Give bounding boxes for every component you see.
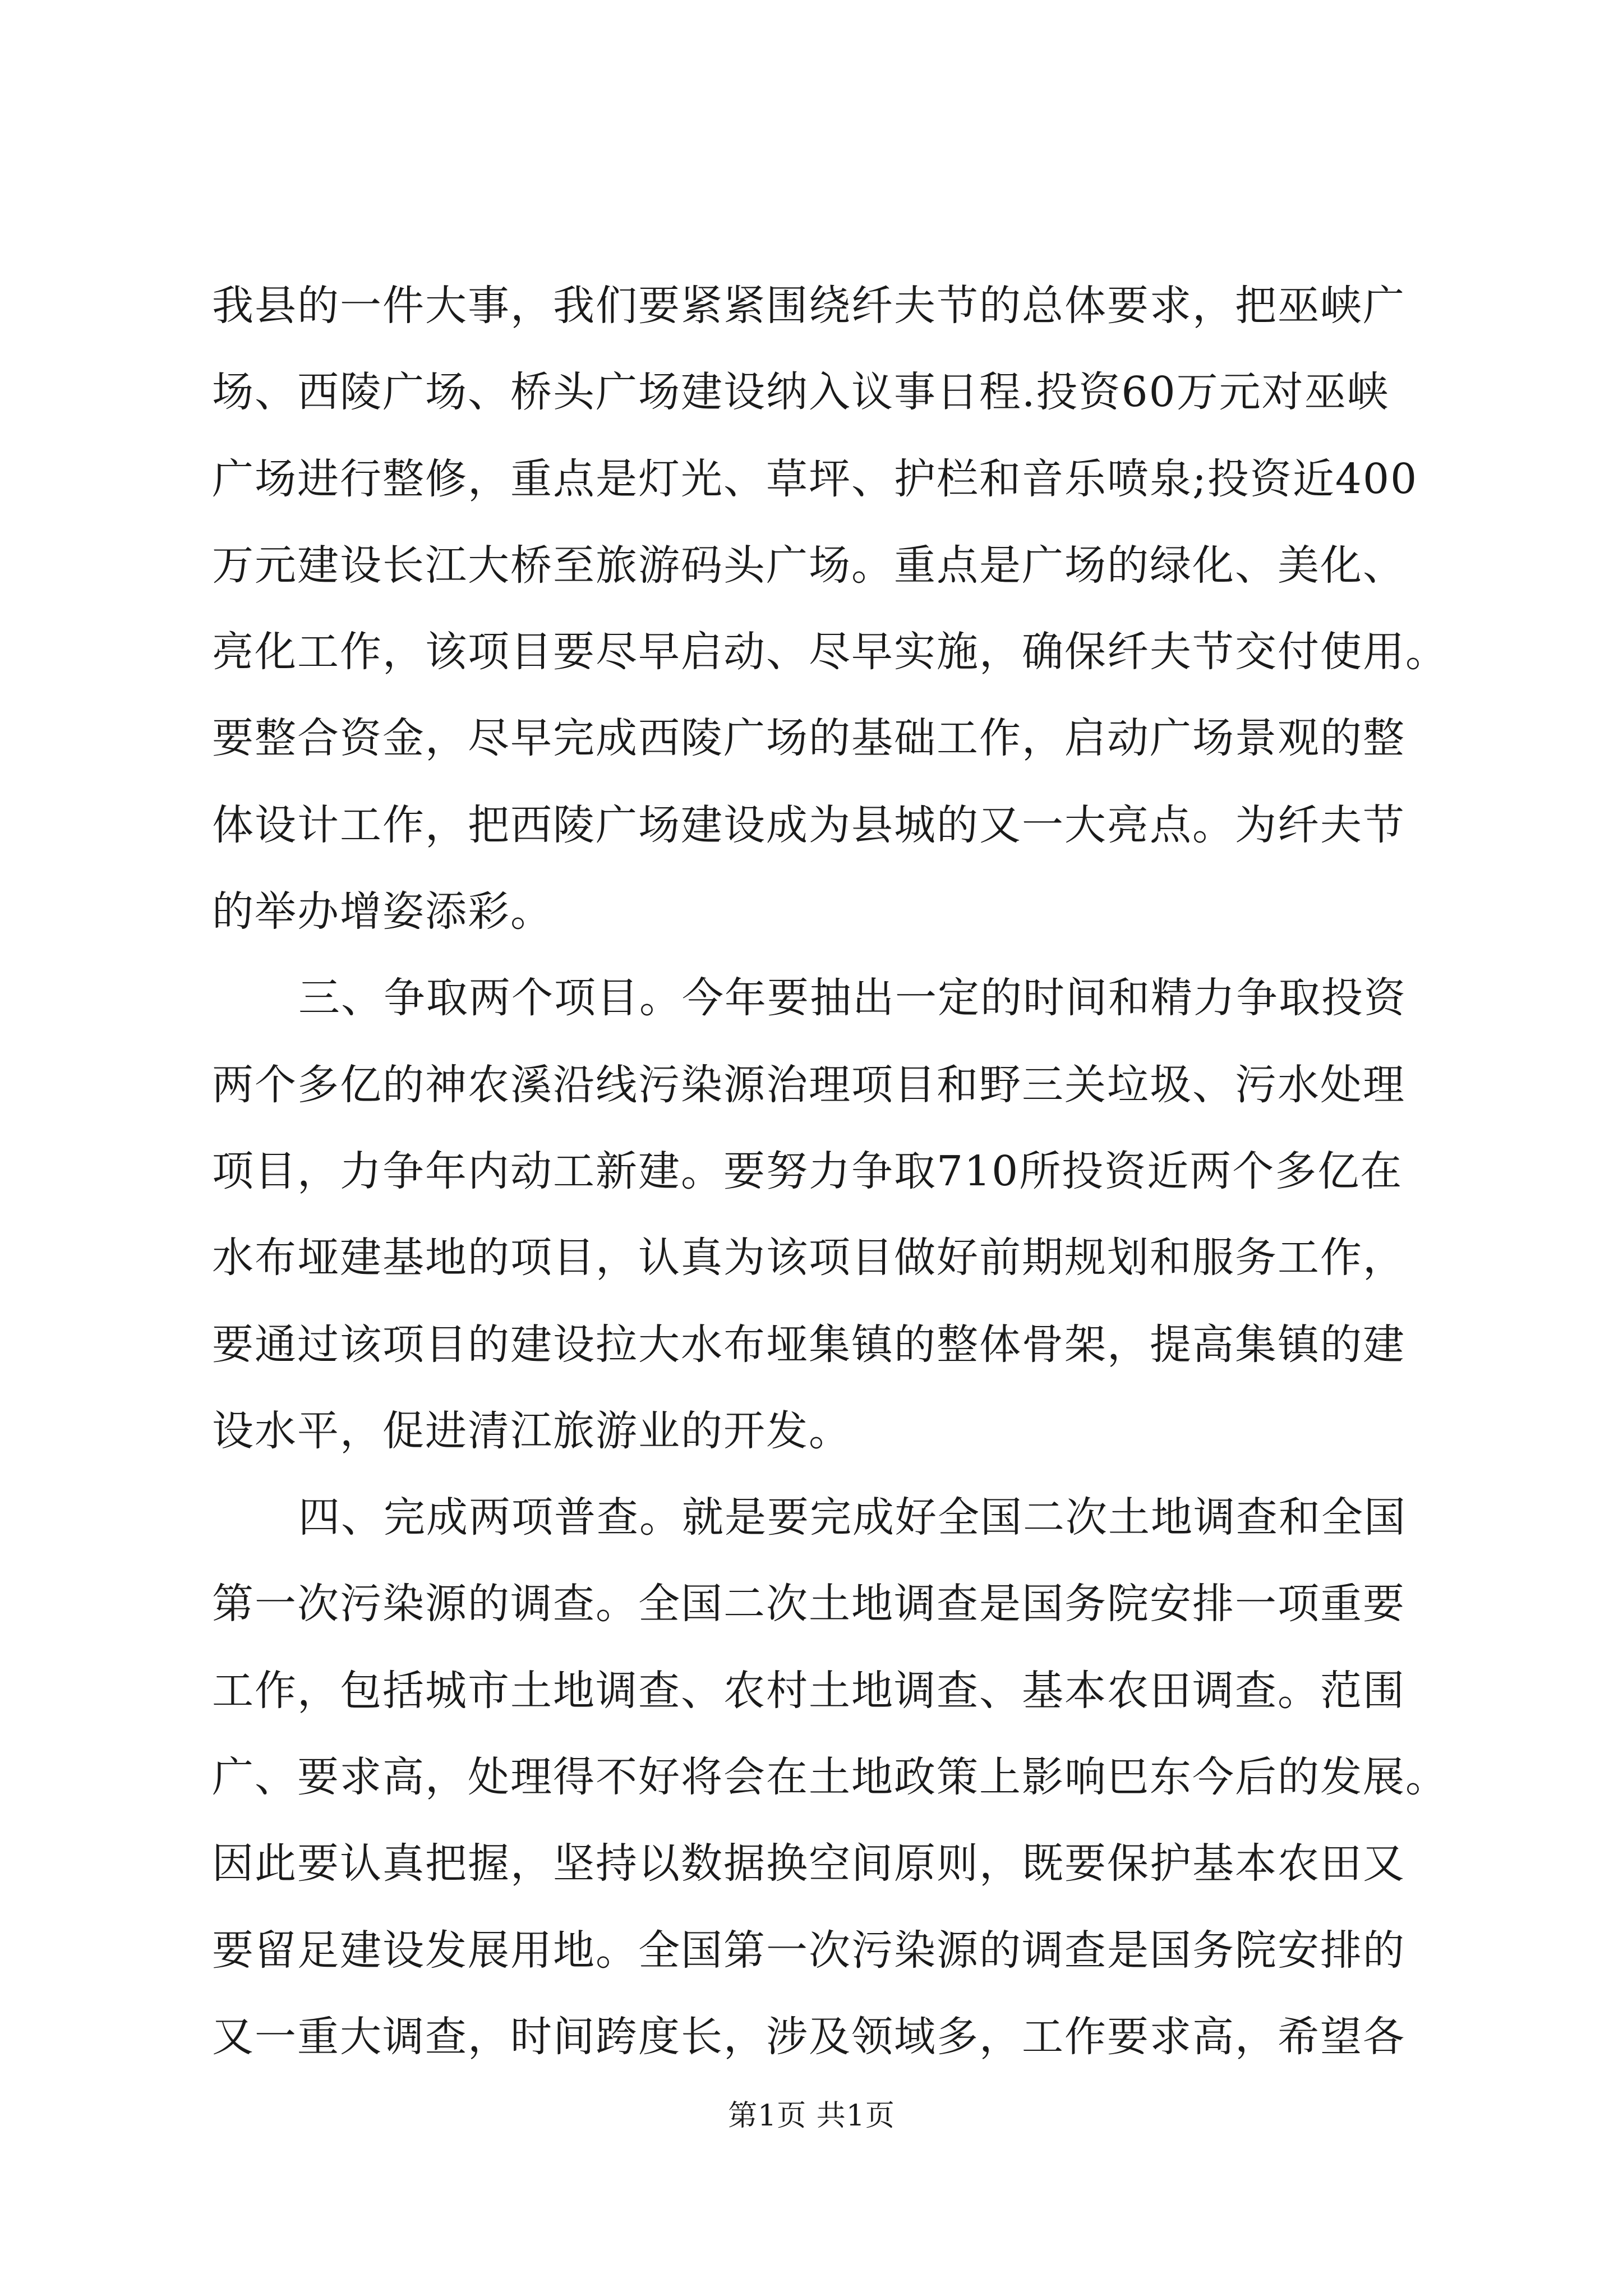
text-line: 两个多亿的神农溪沿线污染源治理项目和野三关垃圾、污水处理 [212, 1060, 1405, 1109]
text-line: 亮化工作，该项目要尽早启动、尽早实施，确保纤夫节交付使用。 [212, 628, 1448, 677]
text-line: 因此要认真把握，坚持以数据换空间原则，既要保护基本农田又 [212, 1839, 1405, 1888]
text-line: 工作，包括城市土地调查、农村土地调查、基本农田调查。范围 [212, 1666, 1405, 1715]
text-line: 项目，力争年内动工新建。要努力争取710所投资近两个多亿在 [212, 1147, 1403, 1195]
text-line: 万元建设长江大桥至旅游码头广场。重点是广场的绿化、美化、 [212, 541, 1405, 590]
text-line: 要通过该项目的建设拉大水布垭集镇的整体骨架，提高集镇的建 [212, 1320, 1405, 1369]
text-line: 体设计工作，把西陵广场建设成为县城的又一大亮点。为纤夫节 [212, 800, 1405, 849]
text-line: 第一次污染源的调查。全国二次土地调查是国务院安排一项重要 [212, 1580, 1405, 1628]
text-line: 又一重大调查，时间跨度长，涉及领域多，工作要求高，希望各 [212, 2012, 1405, 2061]
text-line: 我县的一件大事，我们要紧紧围绕纤夫节的总体要求，把巫峡广 [212, 282, 1405, 330]
text-line: 场、西陵广场、桥头广场建设纳入议事日程.投资60万元对巫峡 [212, 368, 1390, 417]
paragraph-start-line: 四、完成两项普查。就是要完成好全国二次土地调查和全国 [298, 1493, 1407, 1542]
text-line: 的举办增姿添彩。 [212, 887, 553, 936]
text-line: 水布垭建基地的项目，认真为该项目做好前期规划和服务工作， [212, 1234, 1405, 1282]
text-line: 广、要求高，处理得不好将会在土地政策上影响巴东今后的发展。 [212, 1753, 1448, 1802]
page-footer: 第1页 共1页 [728, 2099, 895, 2133]
text-line: 要整合资金，尽早完成西陵广场的基础工作，启动广场景观的整 [212, 714, 1405, 763]
text-line: 要留足建设发展用地。全国第一次污染源的调查是国务院安排的 [212, 1926, 1405, 1975]
text-line: 设水平，促进清江旅游业的开发。 [212, 1406, 851, 1455]
text-line: 广场进行整修，重点是灯光、草坪、护栏和音乐喷泉;投资近400 [212, 454, 1418, 503]
document-body [212, 263, 1448, 2080]
paragraph-start-line: 三、争取两个项目。今年要抽出一定的时间和精力争取投资 [298, 974, 1407, 1023]
